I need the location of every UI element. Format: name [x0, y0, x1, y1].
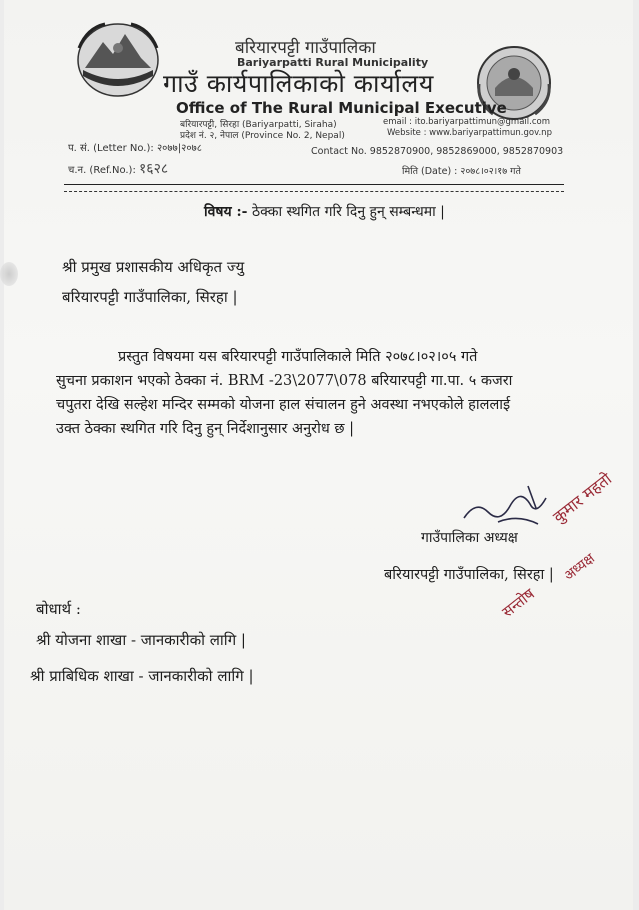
- punch-hole-shadow: [0, 262, 18, 286]
- date-value: २०७८।०२।१७ गते: [460, 166, 521, 177]
- municipality-name-en: Bariyarpatti Rural Municipality: [237, 56, 429, 69]
- cc-label: बोधार्थ :: [36, 600, 81, 618]
- signature-title: गाउँपालिका अध्यक्ष: [421, 530, 518, 546]
- email-text: email : ito.bariyarpattimun@gmail.com: [383, 117, 550, 127]
- body-line-1: प्रस्तुत विषयमा यस बरियारपट्टी गाउँपालिकाले मिति २०७८।०२।०५ गते: [118, 349, 478, 365]
- subject-label: विषय :-: [204, 204, 248, 220]
- website-text: Website : www.bariyarpattimun.gov.np: [387, 128, 552, 138]
- letter-no-label: प. सं. (Letter No.):: [68, 143, 154, 154]
- address-line-2: प्रदेश नं. २, नेपाल (Province No. 2, Nepal): [180, 131, 345, 141]
- contact-text: Contact No. 9852870900, 9852869000, 9852870903: [311, 146, 564, 157]
- cc-item: श्री प्राबिधिक शाखा - जानकारीको लागि |: [30, 667, 254, 685]
- office-name-en: Office of The Rural Municipal Executive: [176, 99, 507, 117]
- body-paragraph: [56, 345, 584, 441]
- municipality-name-np: बरियारपट्टी गाउँपालिका: [235, 38, 376, 58]
- stamp-line-1: कुमार महतो: [549, 469, 616, 527]
- stamp-line-3: अध्यक्ष: [561, 550, 598, 585]
- date-label: मिति (Date) :: [402, 166, 458, 177]
- ref-no-label: च.न. (Ref.No.):: [68, 165, 136, 176]
- ref-no-value: १६२८: [139, 161, 169, 177]
- body-line-2: सुचना प्रकाशन भएको ठेक्का नं. BRM -23\2077\078 बरियारपट्टी गा.पा. ५ कजरा: [56, 373, 513, 389]
- header-rule-dashed: [64, 191, 564, 192]
- addressee-line-1: श्री प्रमुख प्रशासकीय अधिकृत ज्यु: [62, 258, 245, 276]
- signature-scribble: [458, 478, 558, 534]
- nepal-emblem-icon: [75, 18, 161, 98]
- letter-no-value: २०७७|२०७८: [156, 143, 202, 154]
- subject-text: ठेक्का स्थगित गरि दिनु हुन् सम्बन्धमा |: [251, 204, 445, 220]
- body-line-4: उक्त ठेक्का स्थगित गरि दिनु हुन् निर्देशानुसार अनुरोध छ |: [56, 421, 355, 437]
- cc-item: श्री योजना शाखा - जानकारीको लागि |: [36, 631, 246, 649]
- body-line-3: चपुतरा देखि सल्हेश मन्दिर सम्मको योजना हाल संचालन हुने अवस्था नभएकोले हाललाई: [56, 397, 511, 413]
- header-rule: [64, 184, 564, 185]
- stamp-line-2: सन्तोष: [498, 584, 538, 621]
- addressee-line-2: बरियारपट्टी गाउँपालिका, सिरहा |: [62, 288, 238, 306]
- signature-office: बरियारपट्टी गाउँपालिका, सिरहा |: [384, 567, 554, 583]
- address-line-1: बरियारपट्टी, सिरहा (Bariyarpatti, Siraha): [180, 120, 337, 130]
- office-name-np: गाउँ कार्यपालिकाको कार्यालय: [163, 69, 434, 98]
